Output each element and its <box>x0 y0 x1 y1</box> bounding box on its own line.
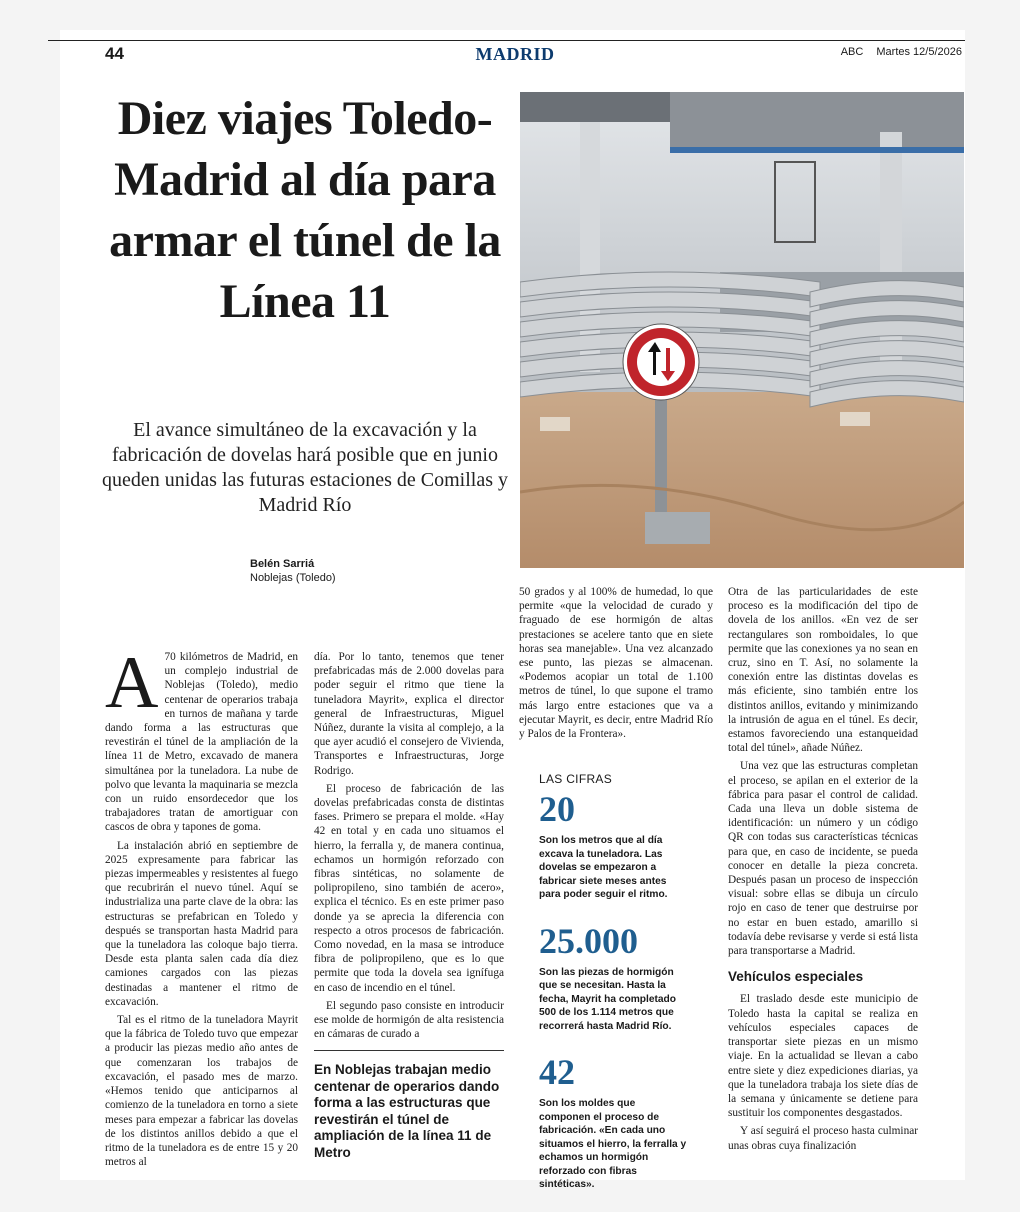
figure-number: 20 <box>539 789 575 829</box>
paragraph: El traslado desde este municipio de Toledo hasta la capital se realiza en vehículos especiales capaces de transportar siete piezas en un mismo viaje. En la actualidad se llevan a cabo entre siete y diez expediciones diarias, ya que la tuneladora trabaja los siete días de la semana y únicamente se detiene para sustituir los componentes desgastados. <box>728 993 918 1120</box>
paragraph: 50 grados y al 100% de humedad, lo que permite «que la velocidad de curado y fraguado de ese hormigón de altas prestaciones se acelere tanto que en siete horas sea manejable». Una vez alcanzado ese punto, las piezas se almacenan. «Podemos acopiar un total de 1.100 metros de túnel, lo que supone el tramo más largo entre estaciones que va a ejecutar Mayrit, es decir, entre Madrid Río y Palos de la Frontera». <box>519 586 713 741</box>
figure-number: 42 <box>539 1052 575 1092</box>
article-photo <box>520 92 964 568</box>
pull-quote-rule <box>314 1050 504 1051</box>
figure-number: 25.000 <box>539 920 638 961</box>
publication-date: Martes 12/5/2026 <box>876 46 962 58</box>
article-column-2 <box>314 650 504 1045</box>
figure-item <box>539 922 689 1034</box>
paragraph: Y así seguirá el proceso hasta culminar unas obras cuya finalización <box>728 1125 918 1152</box>
paragraph: Tal es el ritmo de la tuneladora Mayrit que la fábrica de Toledo tuvo que empezar a producir las piezas medio año antes de que comenzaran los trabajos de excavación, el pasado mes de marzo. «Hemos tenido que anticiparnos al comienzo de la tuneladora en torno a siete meses para empezar a fabricar las dovelas de los distintos anillos debido a que el ritmo de la tuneladora es de entre 15 y 20 metros al <box>105 1014 298 1169</box>
headline: Diez viajes Toledo-Madrid al día para armar el túnel de la Línea 11 <box>109 92 501 328</box>
article-column-3 <box>519 585 713 745</box>
byline-author: Belén Sarriá <box>250 558 315 570</box>
figure-text: Son las piezas de hormigón que se necesitan. Hasta la fecha, Mayrit ha completado 500 de los 1.114 metros que recorrerá hasta Madrid Río. <box>539 966 676 1032</box>
drop-cap: A <box>105 642 159 724</box>
header-rule <box>48 40 965 41</box>
publication-name: ABC <box>840 46 864 58</box>
standfirst: El avance simultáneo de la excavación y la fabricación de dovelas hará posible que en junio queden unidas las futuras estaciones de Comillas y Madrid Río <box>101 419 508 516</box>
figure-text: Son los moldes que componen el proceso de fabricación. «En cada uno situamos el hierro, la ferralla y echamos un hormigón reforzado con fibras sintéticas». <box>539 1098 687 1190</box>
paragraph: La instalación abrió en septiembre de 2025 expresamente para fabricar las piezas impermeables y resistentes al fuego que recubrirán el nuevo túnel. Aquí se industrializa una parte clave de la obra: las estructuras se prefabrican en Toledo y después se transportan hasta Madrid para que la tuneladora las coloque bajo tierra. Desde esta planta salen cada día diez camiones cargados con las piezas destinadas a mantener el ritmo de excavación. <box>105 839 298 1008</box>
paragraph: día. Por lo tanto, tenemos que tener prefabricadas más de 2.000 dovelas para poder seguir el ritmo que tiene la tuneladora Mayrit», explica el director general de Infraestructuras, Miguel Núñez, durante la visita al complejo, a la que ayer acudió el consejero de Vivienda, Transportes e Infraestructuras, Jorge Rodrigo. <box>314 651 504 777</box>
paragraph <box>105 642 298 835</box>
paragraph: Otra de las particularidades de este proceso es la modificación del tipo de dovela de los anillos. «En vez de ser rectangulares son romboidales, lo que permite que las conexiones ya no sean en cruz, sino en T. Así, no solamente la conexión entre las distintas dovelas es más eficiente, sino también entre los distintos anillos, evitando y minimizando la intrusión de agua en el túnel. Es decir, estamos favoreciendo una estanqueidad total del túnel», añade Núñez. <box>728 586 918 755</box>
subheading: Vehículos especiales <box>728 969 864 985</box>
paragraph: El proceso de fabricación de las dovelas prefabricadas consta de distintas fases. Primero se prepara el molde. «Hay 42 en total y en cada uno situamos el hierro, la ferralla y, de manera continua, echamos un hormigón reforzado con fibras sintéticas, no solamente de polipropileno, sino también de acero», explica el técnico. Es en este primer paso donde ya se aprecia la diferencia con respecto a otros procesos de fabricación. Como novedad, en la masa se introduce fibra de polipropileno, que es lo que permite que toda la dovela sea ignífuga en caso de incendio en el túnel. <box>314 782 504 994</box>
figure-item <box>539 790 689 902</box>
pull-quote: En Noblejas trabajan medio centenar de operarios dando forma a las estructuras que revestirán el túnel de ampliación de la línea 11 de Metro <box>314 1062 500 1160</box>
paragraph: El segundo paso consiste en introducir ese molde de hormigón de alta resistencia en cámaras de curado a <box>314 999 504 1041</box>
paragraph: Una vez que las estructuras completan el proceso, se apilan en el exterior de la fábrica para pasar el control de calidad. Cada una lleva un doble sistema de identificación: un número y un código QR con todas sus características técnicas para que, en caso de incidente, se pueda conocer en detalle la pieza concreta. Después pasan un proceso de inspección visual: sobre ellas se dibuja un círculo rojo en caso de tener que destruirse por no estar en buen estado, amarillo si todavía debe revisarse y verde si está lista para transportarse a Madrid. <box>728 760 918 958</box>
byline <box>250 557 370 585</box>
article-column-4 <box>728 585 918 1157</box>
section-name: MADRID <box>475 44 555 64</box>
publication-info <box>831 46 962 58</box>
figures-box <box>539 772 689 1212</box>
figure-text: Son los metros que al día excava la tuneladora. Las dovelas se empezaron a fabricar siete meses antes para poder seguir el ritmo. <box>539 835 668 900</box>
paragraph-text: 70 kilómetros de Madrid, en un complejo industrial de Noblejas (Toledo), medio centenar de operarios trabaja en turnos de mañana y tarde dando forma a las estructuras que revestirán el túnel de la ampliación de la línea 11 de Metro, excavado de manera simultánea por la tuneladora. La nube de polvo que levanta la maquinaria se mezcla con un ruido ensordecedor que los trabajadores tratan de amortiguar con cascos de obra y tapones de goma. <box>105 651 298 834</box>
construction-photo-illustration <box>520 92 964 568</box>
figure-item <box>539 1053 689 1192</box>
figures-title: LAS CIFRAS <box>539 772 613 786</box>
byline-location: Noblejas (Toledo) <box>250 572 336 584</box>
page-number: 44 <box>105 44 124 63</box>
article-column-1 <box>105 642 298 1173</box>
